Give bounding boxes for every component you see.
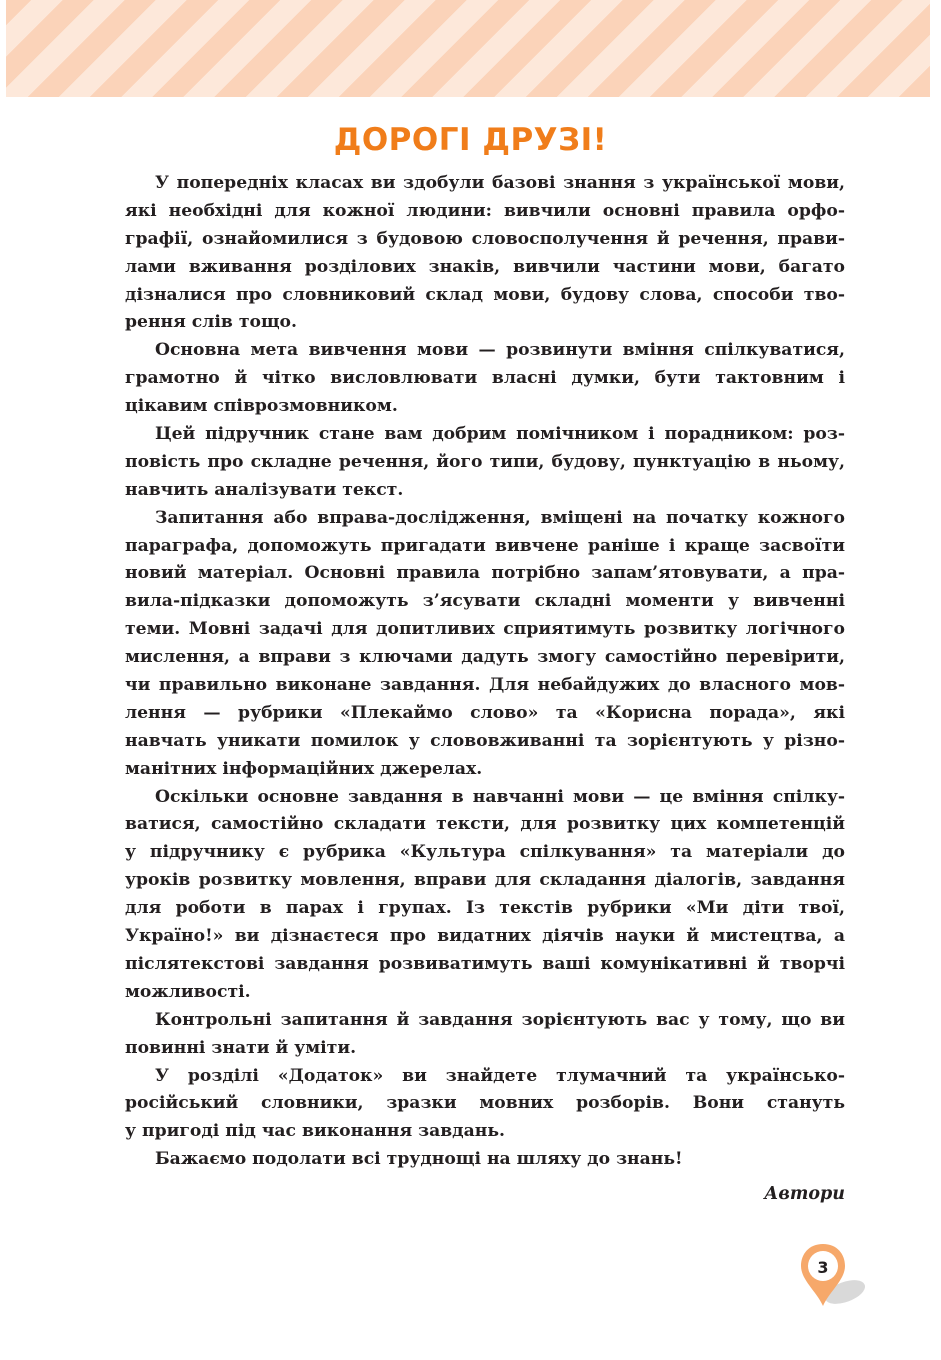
text-line: манітних інформаційних джерелах. [125, 758, 483, 779]
text-line: лами вживання розділових знаків, вивчили частини мови, багато [125, 256, 845, 277]
text-line: навчать уникати помилок у слововживанні та зорієнтують у різно- [125, 730, 845, 751]
text-line: чи правильно виконане завдання. Для небайдужих до власного мов- [125, 675, 845, 696]
text-line: дізналися про словниковий склад мови, будову слова, способи тво- [125, 284, 845, 305]
decorative-striped-header-band [6, 0, 930, 97]
text-line: мислення, а вправи з ключами дадуть змогу самостійно перевірити, [125, 647, 845, 668]
text-line: грамотно й чітко висловлювати власні думки, бути тактовним і [125, 368, 845, 389]
text-line: Бажаємо подолати всі труднощі на шляху до знань! [155, 1149, 683, 1170]
paragraph [125, 1007, 845, 1063]
paragraph [125, 1063, 845, 1147]
text-line: Контрольні запитання й завдання зорієнтують вас у тому, що ви [155, 1009, 845, 1030]
text-line: Україно!» ви дізнаєтеся про видатних діячів науки й мистецтва, а [125, 926, 845, 947]
text-line: вила-підказки допоможуть з’ясувати складні моменти у вивченні [125, 591, 845, 612]
text-line: параграфа, допоможуть пригадати вивчене раніше і краще засвоїти [125, 535, 845, 556]
text-line: лення — рубрики «Плекаймо слово» та «Корисна порада», які [125, 702, 845, 723]
text-line: У розділі «Додаток» ви знайдете тлумачний та українсько- [155, 1065, 845, 1086]
paragraph [125, 505, 845, 784]
text-line: графії, ознайомилися з будовою словосполучення й речення, прави- [125, 228, 845, 249]
paragraph [125, 784, 845, 1007]
text-line: для роботи в парах і групах. Із текстів рубрики «Ми діти твої, [125, 898, 845, 919]
text-line: новий матеріал. Основні правила потрібно запам’ятовувати, а пра- [125, 563, 845, 584]
text-line: які необхідні для кожної людини: вивчили основні правила орфо- [125, 200, 845, 221]
page-title: ДОРОГІ ДРУЗІ! [333, 122, 608, 158]
text-line: цікавим співрозмовником. [125, 396, 398, 417]
text-line: російський словники, зразки мовних розборів. Вони стануть [125, 1093, 845, 1114]
page-number: 3 [817, 1258, 829, 1277]
text-line: повість про складне речення, його типи, будову, пунктуацію в ньому, [125, 451, 845, 472]
text-line: післятекстові завдання розвиватимуть ваші комунікативні й творчі [125, 953, 845, 974]
paragraph [125, 1146, 845, 1174]
text-line: Цей підручник стане вам добрим помічником і порадником: роз- [155, 424, 845, 445]
text-line: Запитання або вправа-дослідження, вміщені на початку кожного [155, 507, 845, 528]
paragraph [125, 421, 845, 505]
text-line: можливості. [125, 981, 251, 1002]
text-line: У попередніх класах ви здобули базові знання з української мови, [155, 173, 845, 193]
authors-signature: Автори [764, 1184, 845, 1204]
text-line: повинні знати й уміти. [125, 1037, 357, 1058]
main-text [125, 170, 845, 1174]
text-line: ватися, самостійно складати тексти, для розвитку цих компетенцій [125, 814, 845, 835]
text-line: у підручнику є рубрика «Культура спілкування» та матеріали до [125, 842, 845, 863]
text-line: Основна мета вивчення мови — розвинути вміння спілкуватися, [155, 340, 845, 361]
text-line: Оскільки основне завдання в навчанні мови — це вміння спілку- [155, 786, 845, 807]
text-line: навчить аналізувати текст. [125, 479, 404, 500]
text-line: уроків розвитку мовлення, вправи для складання діалогів, завдання [125, 870, 845, 891]
text-line: у пригоді під час виконання завдань. [125, 1121, 506, 1142]
text-line: теми. Мовні задачі для допитливих сприятимуть розвитку логічного [125, 619, 845, 640]
paragraph [125, 337, 845, 421]
text-line: рення слів тощо. [125, 312, 297, 333]
paragraph [125, 170, 845, 337]
